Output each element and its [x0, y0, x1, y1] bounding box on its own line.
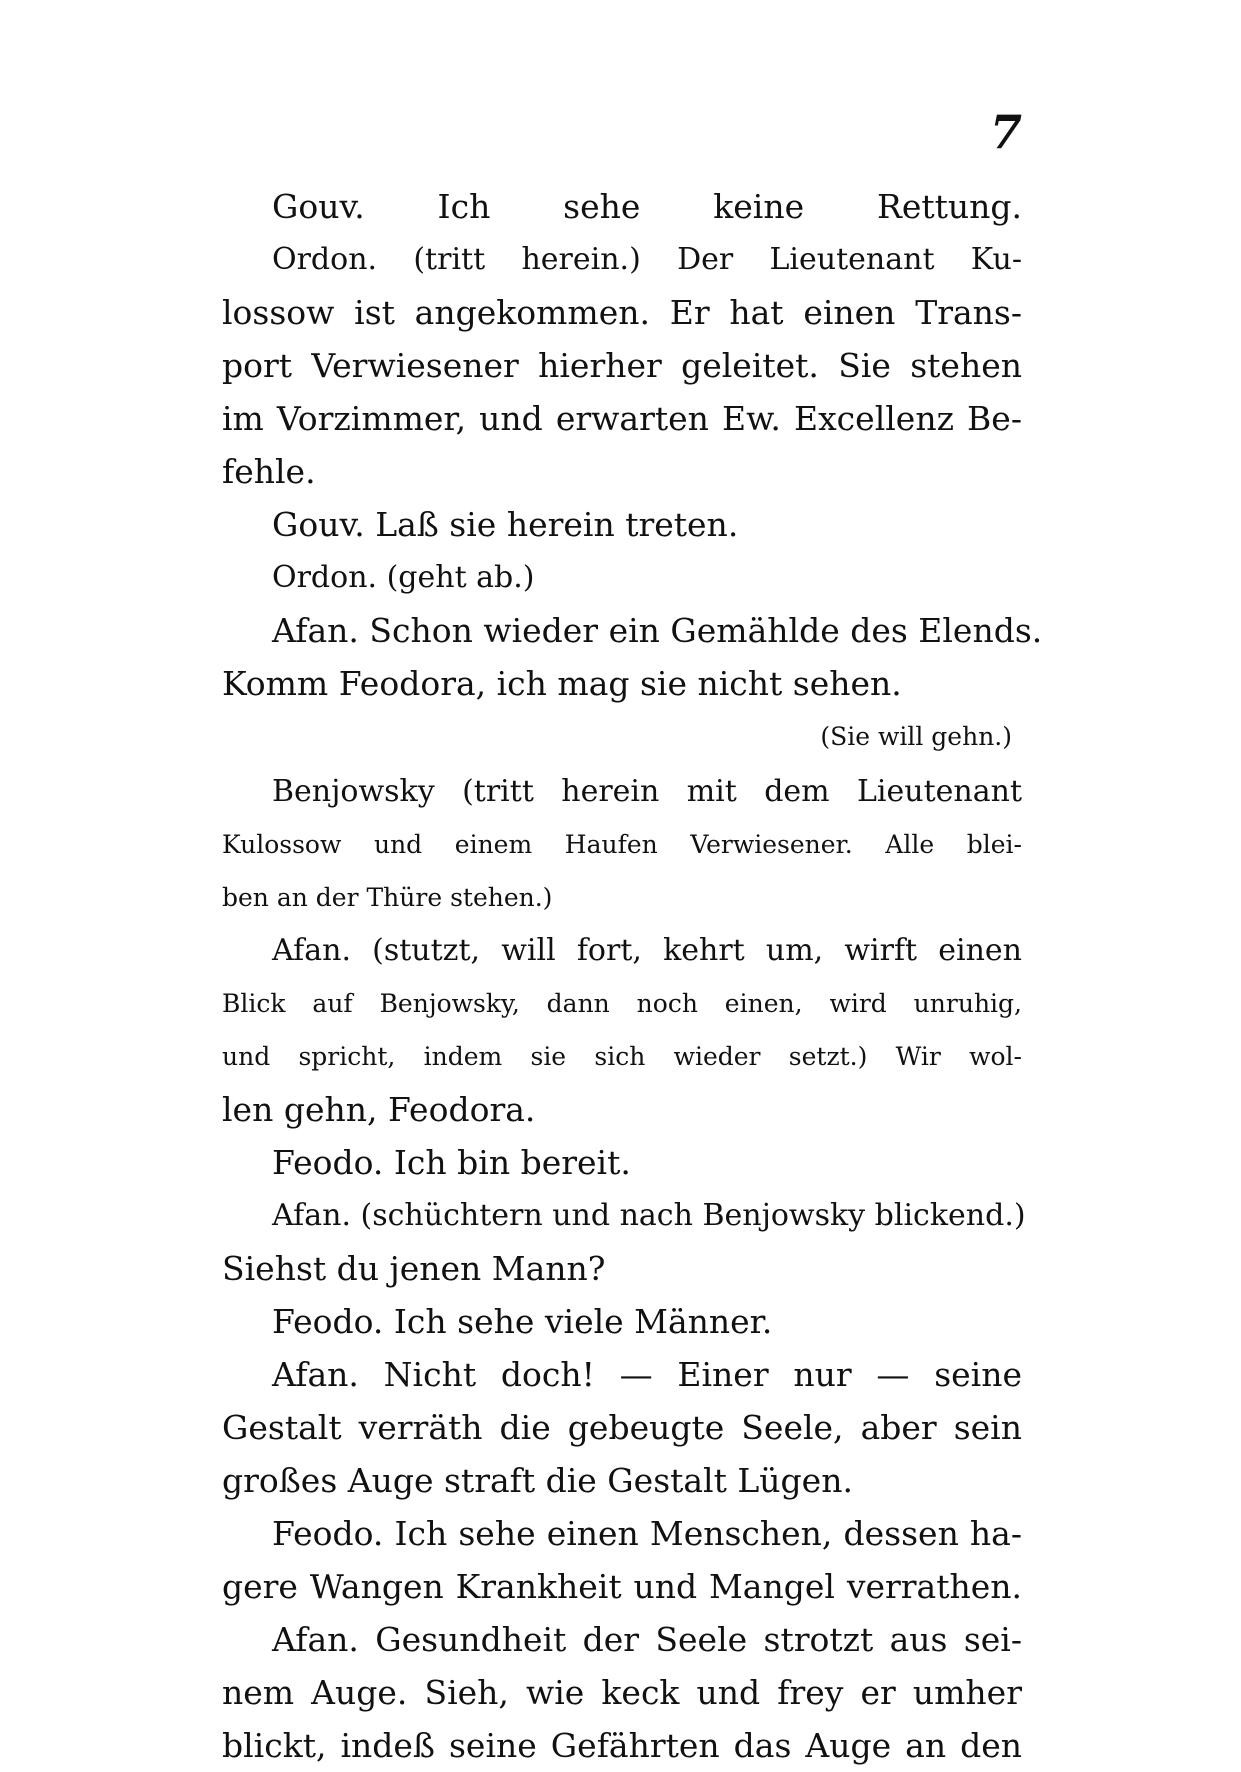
text-line: Gouv. Ich sehe keine Rettung. — [272, 187, 1022, 226]
text-line: Gestalt verräth die gebeugte Seele, aber sein — [222, 1408, 1022, 1447]
page-number: 7 — [990, 105, 1023, 159]
text-line: port Verwiesener hierher geleitet. Sie stehen — [222, 346, 1022, 385]
text-line: Ordon. (tritt herein.) Der Lieutenant Ku- — [272, 242, 1022, 277]
text-line: fehle. — [222, 452, 316, 491]
text-line: lossow ist angekommen. Er hat einen Trans- — [222, 293, 1022, 332]
text-line: Benjowsky (tritt herein mit dem Lieutenant — [272, 774, 1022, 809]
text-line: Feodo. Ich sehe viele Männer. — [272, 1302, 773, 1341]
text-line: Blick auf Benjowsky, dann noch einen, wird unruhig, — [222, 989, 1022, 1018]
text-line: großes Auge straft die Gestalt Lügen. — [222, 1461, 853, 1500]
text-line: Afan. Schon wieder ein Gemählde des Elends. — [272, 611, 1043, 650]
text-line: Feodo. Ich bin bereit. — [272, 1143, 631, 1182]
text-line: Afan. Nicht doch! — Einer nur — seine — [272, 1355, 1022, 1394]
text-line: gere Wangen Krankheit und Mangel verrathen. — [222, 1567, 1022, 1606]
text-line: Afan. (stutzt, will fort, kehrt um, wirft einen — [272, 933, 1022, 968]
text-line: Afan. (schüchtern und nach Benjowsky blickend.) — [272, 1198, 1026, 1233]
text-line: nem Auge. Sieh, wie keck und frey er umher — [222, 1673, 1022, 1712]
text-line: len gehn, Feodora. — [222, 1090, 536, 1129]
play-text — [222, 180, 1043, 1772]
text-line: im Vorzimmer, und erwarten Ew. Excellenz Be- — [222, 399, 1022, 438]
text-line: Ordon. (geht ab.) — [272, 560, 535, 595]
text-line: Komm Feodora, ich mag sie nicht sehen. — [222, 664, 902, 703]
text-line: blickt, indeß seine Gefährten das Auge an den — [222, 1726, 1022, 1765]
stage-direction-line: (Sie will gehn.) — [820, 722, 1012, 751]
text-line: Siehst du jenen Mann? — [222, 1249, 606, 1288]
text-line: Feodo. Ich sehe einen Menschen, dessen ha- — [272, 1514, 1022, 1553]
text-line: Gouv. Laß sie herein treten. — [272, 505, 739, 544]
text-line: und spricht, indem sie sich wieder setzt.) Wir wol- — [222, 1042, 1022, 1071]
text-line: ben an der Thüre stehen.) — [222, 883, 553, 912]
text-line: Afan. Gesundheit der Seele strotzt aus sei- — [272, 1620, 1022, 1659]
text-line: Kulossow und einem Haufen Verwiesener. Alle blei- — [222, 830, 1022, 859]
